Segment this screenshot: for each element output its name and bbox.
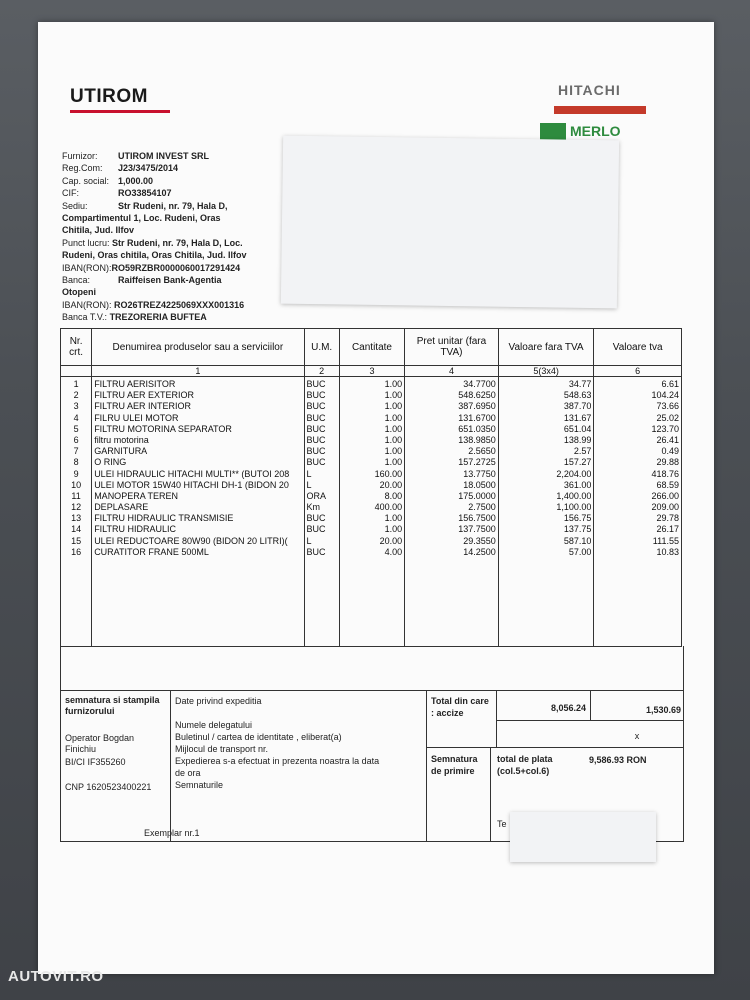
capital: 1,000.00 <box>118 175 154 186</box>
bank: Raiffeisen Bank-Agentia <box>118 275 222 286</box>
cell-tva: 10.83 <box>656 546 679 557</box>
utirom-logo <box>70 86 148 108</box>
cell-price: 651.0350 <box>458 423 496 434</box>
cell-tva: 418.76 <box>651 468 679 479</box>
cell-val: 137.75 <box>563 524 592 535</box>
id-card: BI/CI IF355260 <box>65 757 126 767</box>
cell-nr: 1 <box>73 379 79 389</box>
cell-val: 138.99 <box>563 434 592 445</box>
cell-price: 138.9850 <box>458 434 496 445</box>
cell-name: FILTRU HIDRAULIC <box>94 524 177 535</box>
cell-price: 18.0500 <box>463 479 496 490</box>
cell-name: ULEI REDUCTOARE 80W90 (BIDON 20 LITRI)( <box>94 535 288 546</box>
punct-lucru: Str Rudeni, nr. 79, Hala D, Loc. <box>112 237 243 248</box>
shipment-line: de ora <box>175 768 201 778</box>
col-index: 1 <box>92 366 304 377</box>
cell-val: 2,204.00 <box>556 468 592 479</box>
cell-price: 137.7500 <box>458 524 496 535</box>
cell-price: 2.5650 <box>468 446 496 457</box>
supplier-name: UTIROM INVEST SRL <box>118 151 210 161</box>
cell-nr: 7 <box>73 446 79 457</box>
sediu: Str Rudeni, nr. 79, Hala D, <box>118 200 228 211</box>
cell-nr: 3 <box>73 401 79 412</box>
cell-name: CURATITOR FRANE 500ML <box>94 546 209 557</box>
cell-tva: 209.00 <box>651 502 679 513</box>
cell-nr: 9 <box>73 468 79 479</box>
cell-qty: 1.00 <box>384 513 403 524</box>
cell-name: DEPLASARE <box>94 502 149 513</box>
sediu-line: Chitila, Jud. Ilfov <box>62 225 135 236</box>
name-column <box>92 377 304 647</box>
cnp: CNP 1620523400221 <box>65 782 152 792</box>
cell-nr: 15 <box>71 535 82 546</box>
autovit-watermark: AUTOVIT.RO <box>8 968 104 985</box>
cell-val: 156.75 <box>563 513 592 524</box>
cell-tva: 111.55 <box>652 535 679 546</box>
cell-qty: 160.00 <box>374 468 403 479</box>
nr-column <box>61 377 92 647</box>
cell-tva: 68.59 <box>656 479 679 490</box>
sediu-line: Compartimentul 1, Loc. Rudeni, Oras <box>62 213 221 224</box>
cell-nr: 16 <box>71 546 82 557</box>
value-column <box>498 377 594 647</box>
cell-nr: 14 <box>71 524 82 535</box>
table-footer-blank <box>60 646 684 691</box>
operator-line: Finichiu <box>65 744 97 754</box>
um-column <box>304 377 339 647</box>
label: Cap. social: <box>62 175 110 186</box>
cell-name: ULEI MOTOR 15W40 HITACHI DH-1 (BIDON 20 <box>94 479 289 490</box>
cell-qty: 1.00 <box>384 379 403 389</box>
copy-number: Exemplar nr.1 <box>144 828 200 838</box>
punct-lucru-line: Rudeni, Oras chitila, Oras Chitila, Jud. Ilfov <box>62 250 247 261</box>
cell-val: 1,400.00 <box>556 490 592 501</box>
cell-tva: 29.88 <box>656 457 679 468</box>
label: Sediu: <box>62 200 88 211</box>
col-header: Valoare tva <box>594 329 682 366</box>
cell-price: 175.0000 <box>458 490 496 501</box>
cell-nr: 2 <box>73 390 79 401</box>
payment-total-value: 9,586.93 RON <box>589 755 647 765</box>
hitachi-logo: HITACHI <box>558 82 621 98</box>
total-tva: 1,530.69 <box>591 691 683 721</box>
cell-nr: 6 <box>73 434 79 445</box>
cell-um: BUC <box>306 524 326 535</box>
redaction-paper <box>281 136 619 309</box>
iban: RO26TREZ4225069XXX001316 <box>114 299 245 310</box>
cell-um: BUC <box>306 423 326 434</box>
price-column <box>405 377 499 647</box>
cell-qty: 1.00 <box>384 446 403 457</box>
cell-um: L <box>306 535 312 546</box>
treasury: TREZORERIA BUFTEA <box>109 312 207 323</box>
cell-price: 157.2725 <box>458 457 496 468</box>
cell-val: 157.27 <box>563 457 592 468</box>
receipt-signature-label: Semnatura de primire <box>427 747 491 841</box>
merlo-logo-mark <box>540 123 566 141</box>
cell-tva: 73.66 <box>656 401 679 412</box>
cell-um: BUC <box>306 379 326 389</box>
cell-price: 387.6950 <box>458 401 496 412</box>
shipment-line: Semnaturile <box>175 780 224 790</box>
label: Banca T.V.: <box>62 312 108 323</box>
qty-column <box>339 377 404 647</box>
cell-tva: 104.24 <box>651 390 679 401</box>
cell-price: 13.7750 <box>463 468 496 479</box>
cell-qty: 20.00 <box>379 479 403 490</box>
cell-qty: 4.00 <box>384 546 403 557</box>
cell-nr: 4 <box>73 412 79 423</box>
signature-title: semnatura si stampila furnizorului <box>65 695 160 716</box>
cell-val: 361.00 <box>563 479 592 490</box>
cell-val: 387.70 <box>563 401 592 412</box>
items-table <box>60 328 682 647</box>
cell-um: BUC <box>306 513 326 524</box>
cell-nr: 10 <box>71 479 82 490</box>
accize-mark: x <box>634 731 640 741</box>
cell-name: filtru motorina <box>94 434 149 445</box>
cell-name: FILTRU AERISITOR <box>94 379 176 389</box>
cell-nr: 13 <box>71 513 82 524</box>
cell-val: 587.10 <box>563 535 592 546</box>
cell-qty: 1.00 <box>384 457 403 468</box>
utirom-logo-underline <box>70 110 170 113</box>
total-label: Total din care : accize <box>427 691 497 747</box>
redaction-paper-small <box>510 812 656 862</box>
cell-qty: 1.00 <box>384 412 403 423</box>
cell-um: ORA <box>306 490 327 501</box>
cell-val: 651.04 <box>563 423 592 434</box>
label: Reg.Com: <box>62 163 103 174</box>
col-header: Nr. crt. <box>61 329 92 366</box>
cell-tva: 26.17 <box>656 524 679 535</box>
cell-val: 57.00 <box>568 546 592 557</box>
col-index: 4 <box>405 366 499 377</box>
cell-nr: 5 <box>73 423 79 434</box>
cell-name: FILTRU HIDRAULIC TRANSMISIE <box>94 513 234 524</box>
shipment-line: Mijlocul de transport nr. <box>175 744 269 754</box>
payment-total-label: total de plata (col.5+col.6) <box>497 754 553 776</box>
col-index <box>61 366 92 377</box>
cell-nr: 8 <box>73 457 79 468</box>
cell-tva: 0.49 <box>661 446 679 457</box>
cell-um: BUC <box>306 434 326 445</box>
cell-tva: 29.78 <box>656 513 679 524</box>
signature-block <box>61 691 171 841</box>
shipment-title: Date privind expeditia <box>175 696 262 706</box>
cell-um: Km <box>306 502 321 513</box>
merlo-logo-text: MERLO <box>570 123 621 139</box>
cell-qty: 1.00 <box>384 423 403 434</box>
label: IBAN(RON): <box>62 262 112 273</box>
label: Furnizor: <box>62 151 98 161</box>
cell-qty: 20.00 <box>379 535 403 546</box>
operator: Operator Bogdan <box>65 733 135 743</box>
label: CIF: <box>62 188 79 199</box>
cell-qty: 1.00 <box>384 434 403 445</box>
cell-um: L <box>306 468 312 479</box>
utirom-logo-text: UTIROM <box>70 86 148 107</box>
cell-nr: 12 <box>71 502 82 513</box>
shipment-line: Numele delegatului <box>175 720 253 730</box>
cell-um: L <box>306 479 312 490</box>
cell-val: 1,100.00 <box>556 502 592 513</box>
cell-um: BUC <box>306 546 326 557</box>
cell-name: MANOPERA TEREN <box>94 490 179 501</box>
cell-name: FILTRU AER EXTERIOR <box>94 390 195 401</box>
col-header: Valoare fara TVA <box>498 329 594 366</box>
cell-price: 131.6700 <box>458 412 496 423</box>
col-index: 3 <box>339 366 404 377</box>
cell-name: O RING <box>94 457 127 468</box>
merlo-logo <box>540 123 646 141</box>
cell-um: BUC <box>306 446 326 457</box>
cell-qty: 400.00 <box>374 502 403 513</box>
cell-tva: 6.61 <box>661 379 679 389</box>
cif: RO33854107 <box>118 188 172 199</box>
cell-um: BUC <box>306 412 326 423</box>
label: Punct lucru: <box>62 237 110 248</box>
cell-val: 34.77 <box>568 379 592 389</box>
col-index: 2 <box>304 366 339 377</box>
cell-name: ULEI HIDRAULIC HITACHI MULTI** (BUTOI 208 <box>94 468 290 479</box>
cell-name: FILRU ULEI MOTOR <box>94 412 179 423</box>
tva-column <box>594 377 682 647</box>
cell-um: BUC <box>306 457 326 468</box>
supplier-block <box>62 150 247 324</box>
te-label: Te <box>497 819 507 829</box>
col-header: Denumirea produselor sau a serviciilor <box>92 329 304 366</box>
cell-qty: 1.00 <box>384 401 403 412</box>
col-index: 6 <box>594 366 682 377</box>
cell-price: 29.3550 <box>463 535 496 546</box>
cell-price: 156.7500 <box>458 513 496 524</box>
cell-tva: 26.41 <box>656 434 679 445</box>
shipment-block <box>171 691 427 841</box>
cell-val: 548.63 <box>563 390 592 401</box>
red-stamp-strip <box>554 106 646 114</box>
cell-nr: 11 <box>71 490 81 501</box>
bank-line: Otopeni <box>62 287 96 298</box>
shipment-line: Expedierea s-a efectuat in prezenta noastra la data <box>175 756 380 766</box>
cell-tva: 25.02 <box>656 412 679 423</box>
label: Banca: <box>62 275 91 286</box>
cell-um: BUC <box>306 390 326 401</box>
iban: RO59RZBR0000060017291424 <box>111 262 241 273</box>
invoice-sheet <box>38 22 714 974</box>
cell-tva: 123.70 <box>651 423 679 434</box>
cell-um: BUC <box>306 401 326 412</box>
label: IBAN(RON): <box>62 299 112 310</box>
shipment-line: Buletinul / cartea de identitate , eliberat(a) <box>175 732 342 742</box>
cell-qty: 1.00 <box>384 524 403 535</box>
col-index: 5(3x4) <box>498 366 594 377</box>
total-value: 8,056.24 <box>497 691 591 721</box>
cell-qty: 1.00 <box>384 390 403 401</box>
cell-tva: 266.00 <box>651 490 679 501</box>
col-header: Cantitate <box>339 329 404 366</box>
cell-val: 2.57 <box>573 446 592 457</box>
col-header: U.M. <box>304 329 339 366</box>
cell-qty: 8.00 <box>384 490 403 501</box>
cell-name: FILTRU MOTORINA SEPARATOR <box>94 423 232 434</box>
col-header: Pret unitar (fara TVA) <box>405 329 499 366</box>
cell-price: 548.6250 <box>458 390 496 401</box>
cell-name: FILTRU AER INTERIOR <box>94 401 192 412</box>
reg-com: J23/3475/2014 <box>118 163 179 174</box>
cell-val: 131.67 <box>563 412 592 423</box>
cell-price: 2.7500 <box>468 502 496 513</box>
cell-price: 14.2500 <box>463 546 496 557</box>
cell-price: 34.7700 <box>463 379 496 389</box>
cell-name: GARNITURA <box>94 446 148 457</box>
